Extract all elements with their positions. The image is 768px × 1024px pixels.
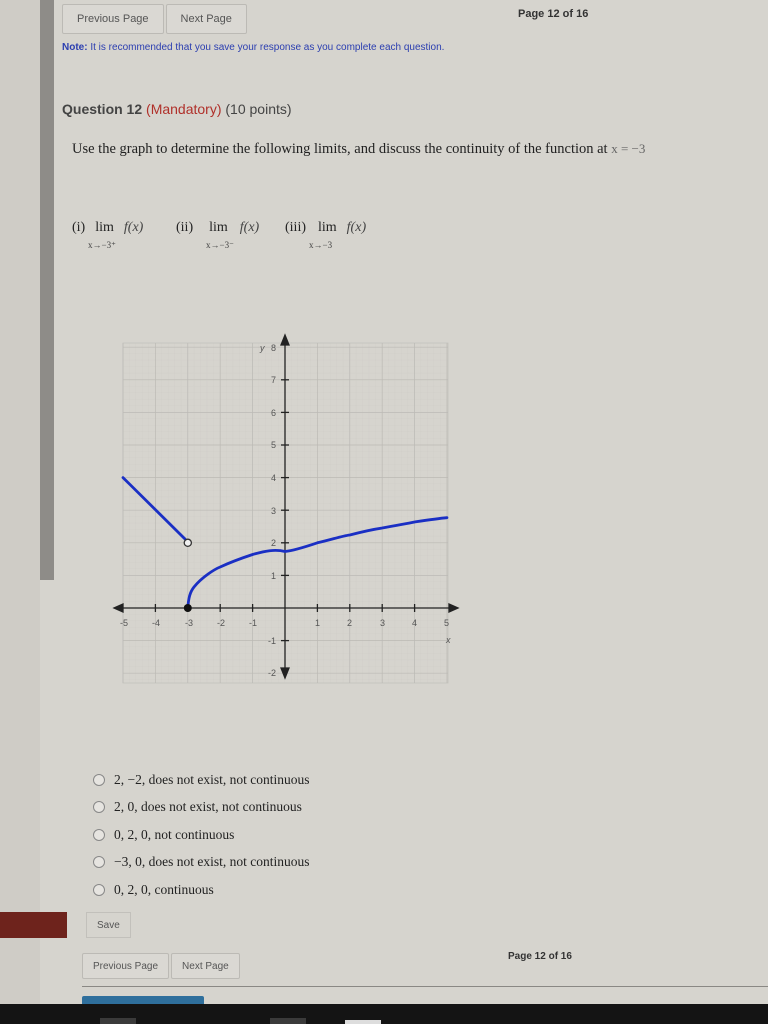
svg-text:6: 6 bbox=[271, 408, 277, 418]
question-number: Question 12 bbox=[62, 101, 143, 117]
svg-text:4: 4 bbox=[271, 473, 277, 483]
answer-options bbox=[93, 766, 309, 904]
svg-text:3: 3 bbox=[380, 618, 386, 628]
y-axis-up-arrow bbox=[281, 335, 289, 345]
prompt-text: Use the graph to determine the following limits, and discuss the continuity of the function at bbox=[72, 141, 612, 157]
function-expr: f(x) bbox=[239, 220, 260, 235]
svg-text:-4: -4 bbox=[152, 618, 161, 628]
limit-subscript: x→−3⁺ bbox=[88, 240, 116, 250]
svg-text:7: 7 bbox=[271, 375, 277, 385]
svg-text:3: 3 bbox=[271, 506, 277, 516]
graph-svg bbox=[110, 330, 470, 700]
svg-text:8: 8 bbox=[271, 343, 277, 353]
question-prompt bbox=[72, 141, 645, 158]
radio-button[interactable] bbox=[93, 856, 105, 868]
answer-option-3[interactable] bbox=[93, 821, 309, 849]
limit-ii bbox=[176, 218, 260, 250]
svg-text:5: 5 bbox=[444, 618, 450, 628]
svg-text:-3: -3 bbox=[185, 618, 194, 628]
answer-option-5[interactable] bbox=[93, 876, 309, 904]
taskbar-item[interactable] bbox=[100, 1018, 136, 1024]
scrollbar[interactable] bbox=[40, 0, 54, 580]
limit-i bbox=[72, 218, 144, 250]
svg-text:1: 1 bbox=[271, 571, 277, 581]
option-text: 0, 2, 0, continuous bbox=[114, 881, 214, 897]
svg-text:5: 5 bbox=[271, 440, 277, 450]
closed-dot-point bbox=[184, 604, 192, 612]
radio-button[interactable] bbox=[93, 884, 105, 896]
x-equals: x = −3 bbox=[611, 141, 646, 156]
limit-label: (ii) bbox=[176, 220, 194, 235]
save-button[interactable]: Save bbox=[86, 912, 131, 938]
page-indicator: Page 12 of 16 bbox=[518, 8, 589, 20]
function-graph bbox=[110, 330, 470, 700]
svg-text:2: 2 bbox=[347, 618, 353, 628]
save-note bbox=[62, 42, 444, 53]
svg-text:-2: -2 bbox=[268, 668, 277, 678]
note-label: Note: bbox=[62, 42, 88, 53]
function-expr: f(x) bbox=[123, 220, 144, 235]
mandatory-label: (Mandatory) bbox=[146, 101, 222, 117]
bottom-pagination bbox=[82, 953, 240, 979]
top-pagination bbox=[62, 4, 247, 34]
limit-label: (i) bbox=[72, 220, 86, 235]
points-label: (10 points) bbox=[225, 101, 292, 117]
function-expr: f(x) bbox=[346, 220, 367, 235]
y-axis-label: y bbox=[260, 343, 265, 353]
open-circle-point bbox=[184, 539, 191, 546]
x-axis-right-arrow bbox=[449, 604, 458, 612]
svg-text:-1: -1 bbox=[249, 618, 258, 628]
red-side-marker bbox=[0, 912, 67, 938]
svg-text:4: 4 bbox=[412, 618, 418, 628]
option-text: 2, 0, does not exist, not continuous bbox=[114, 799, 302, 815]
x-axis-label: x bbox=[446, 635, 451, 645]
option-text: −3, 0, does not exist, not continuous bbox=[114, 854, 310, 870]
previous-page-button-bottom[interactable]: Previous Page bbox=[82, 953, 169, 979]
answer-option-1[interactable] bbox=[93, 766, 309, 794]
limit-iii bbox=[285, 218, 367, 250]
svg-text:-5: -5 bbox=[120, 618, 129, 628]
limit-subscript: x→−3⁻ bbox=[206, 240, 234, 250]
lim-symbol: lim bbox=[318, 220, 337, 235]
answer-option-2[interactable] bbox=[93, 794, 309, 822]
option-text: 2, −2, does not exist, not continuous bbox=[114, 771, 310, 787]
page-indicator-bottom: Page 12 of 16 bbox=[508, 951, 572, 962]
svg-text:-2: -2 bbox=[217, 618, 226, 628]
divider bbox=[82, 986, 768, 987]
previous-page-button[interactable]: Previous Page bbox=[62, 4, 164, 34]
next-page-button-bottom[interactable]: Next Page bbox=[171, 953, 240, 979]
limit-subscript: x→−3 bbox=[309, 240, 333, 250]
svg-text:-1: -1 bbox=[268, 636, 277, 646]
radio-button[interactable] bbox=[93, 774, 105, 786]
question-title bbox=[62, 101, 292, 117]
taskbar-item[interactable] bbox=[345, 1020, 381, 1024]
taskbar-item[interactable] bbox=[270, 1018, 306, 1024]
lim-symbol: lim bbox=[95, 220, 114, 235]
left-margin bbox=[0, 0, 40, 1024]
x-axis-left-arrow bbox=[114, 604, 123, 612]
radio-button[interactable] bbox=[93, 829, 105, 841]
next-page-button[interactable]: Next Page bbox=[166, 4, 247, 34]
taskbar bbox=[0, 1004, 768, 1024]
note-text: It is recommended that you save your response as you complete each question. bbox=[87, 42, 445, 53]
svg-text:1: 1 bbox=[315, 618, 321, 628]
option-text: 0, 2, 0, not continuous bbox=[114, 826, 235, 842]
radio-button[interactable] bbox=[93, 801, 105, 813]
answer-option-4[interactable] bbox=[93, 849, 309, 877]
lim-symbol: lim bbox=[209, 220, 228, 235]
svg-text:2: 2 bbox=[271, 538, 277, 548]
limit-label: (iii) bbox=[285, 220, 306, 235]
